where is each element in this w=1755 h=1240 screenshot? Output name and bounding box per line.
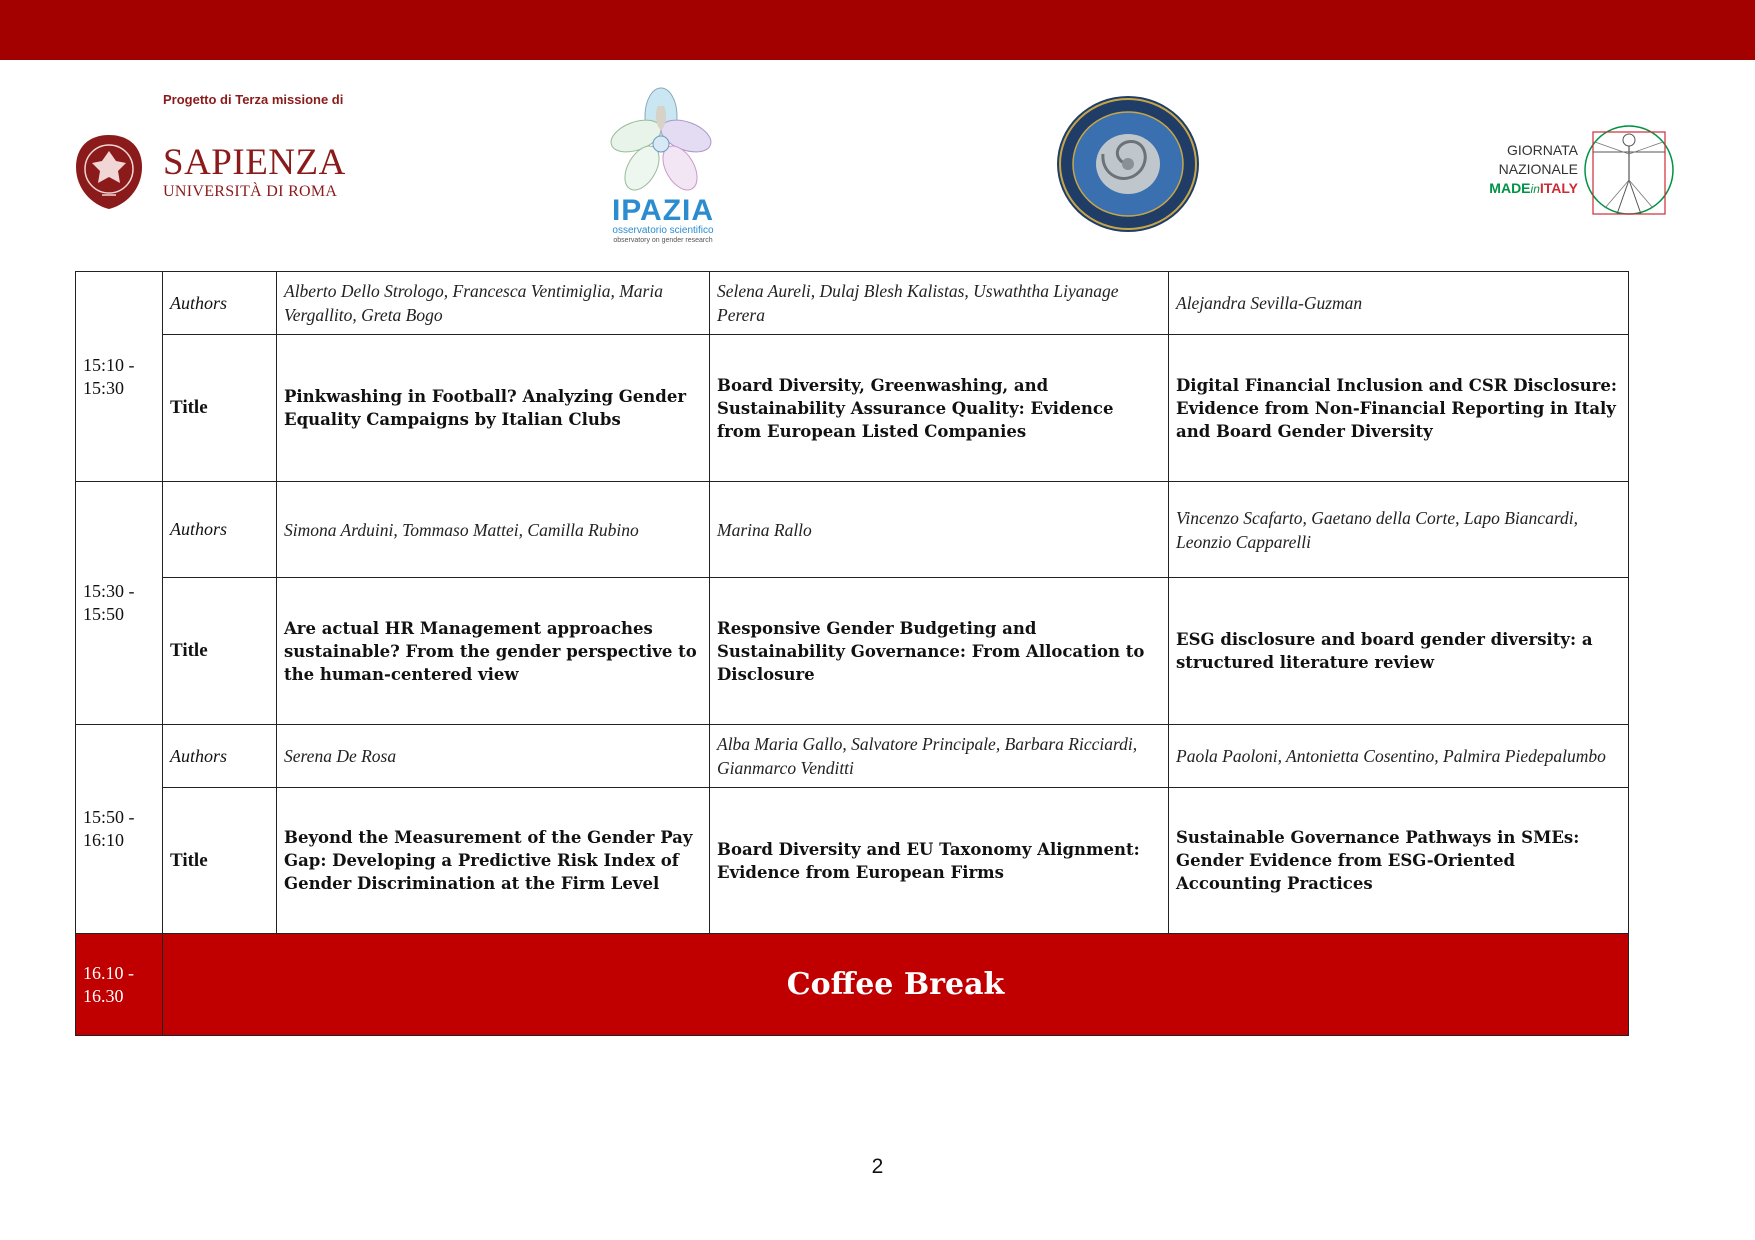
session-3-col-2-title: Board Diversity and EU Taxonomy Alignment: Evidence from European Firms <box>710 788 1169 934</box>
mii-line3 <box>1480 179 1578 199</box>
coffee-break-time: 16.10 - 16.30 <box>76 934 163 1036</box>
session-2-time: 15:30 - 15:50 <box>76 482 163 725</box>
ipazia-subtitle: osservatorio scientifico <box>612 225 714 236</box>
mii-line1: GIORNATA <box>1506 142 1578 158</box>
session-1-col-3-authors: Alejandra Sevilla-Guzman <box>1169 272 1629 335</box>
sapienza-name: SAPIENZA <box>163 142 346 183</box>
title-label: Title <box>163 335 277 482</box>
session-3-col-2-authors: Alba Maria Gallo, Salvatore Principale, Barbara Ricciardi, Gianmarco Venditti <box>710 725 1169 788</box>
session-1-col-1-authors: Alberto Dello Strologo, Francesca Ventimiglia, Maria Vergallito, Greta Bogo <box>277 272 710 335</box>
session-2-col-3-authors: Vincenzo Scafarto, Gaetano della Corte, Lapo Biancardi, Leonzio Capparelli <box>1169 482 1629 578</box>
session-3-col-1-authors: Serena De Rosa <box>277 725 710 788</box>
made-in-italy-text <box>1480 141 1578 199</box>
session-3-time: 15:50 - 16:10 <box>76 725 163 934</box>
authors-label: Authors <box>163 725 277 788</box>
mii-in: in <box>1530 182 1540 196</box>
mii-italy: ITALY <box>1539 180 1578 196</box>
session-2-col-2-title: Responsive Gender Budgeting and Sustainability Governance: From Allocation to Disclosure <box>710 578 1169 725</box>
mii-line2: NAZIONALE <box>1498 161 1578 177</box>
title-label: Title <box>163 578 277 725</box>
session-3-col-3-authors: Paola Paoloni, Antonietta Cosentino, Palmira Piedepalumbo <box>1169 725 1629 788</box>
session-3-col-3-title: Sustainable Governance Pathways in SMEs: Gender Evidence from ESG-Oriented Accounting Practices <box>1169 788 1629 934</box>
vitruvian-man-icon <box>1583 118 1675 218</box>
session-1-col-2-title: Board Diversity, Greenwashing, and Sustainability Assurance Quality: Evidence from European Listed Companies <box>710 335 1169 482</box>
session-1-col-3-title: Digital Financial Inclusion and CSR Disclosure: Evidence from Non-Financial Reporting in Italy and Board Gender Diversity <box>1169 335 1629 482</box>
session-3-authors-row <box>76 725 1629 788</box>
sapienza-prefix: Progetto di Terza missione di <box>163 92 344 107</box>
session-1-col-2-authors: Selena Aureli, Dulaj Blesh Kalistas, Uswaththa Liyanage Perera <box>710 272 1169 335</box>
session-1-col-1-title: Pinkwashing in Football? Analyzing Gender Equality Campaigns by Italian Clubs <box>277 335 710 482</box>
session-2-authors-row <box>76 482 1629 578</box>
authors-label: Authors <box>163 272 277 335</box>
coffee-break-row <box>76 934 1629 1036</box>
ipazia-name: IPAZIA <box>611 194 715 227</box>
sapienza-seal-icon <box>74 133 144 211</box>
authors-label: Authors <box>163 482 277 578</box>
session-2-title-row <box>76 578 1629 725</box>
ipazia-subtitle-en: observatory on gender research <box>613 237 713 244</box>
session-1-authors-row <box>76 272 1629 335</box>
session-1-title-row <box>76 335 1629 482</box>
ipazia-flower-icon <box>606 86 716 198</box>
session-3-col-1-title: Beyond the Measurement of the Gender Pay Gap: Developing a Predictive Risk Index of Gender Discrimination at the Firm Level <box>277 788 710 934</box>
sidrea-seal-icon <box>1055 94 1201 234</box>
coffee-break-label: Coffee Break <box>163 934 1629 1036</box>
session-2-col-3-title: ESG disclosure and board gender diversity: a structured literature review <box>1169 578 1629 725</box>
session-3-title-row <box>76 788 1629 934</box>
session-2-col-1-title: Are actual HR Management approaches sustainable? From the gender perspective to the human-centered view <box>277 578 710 725</box>
mii-made: MADE <box>1489 180 1531 196</box>
page-number: 2 <box>871 1155 884 1178</box>
session-1-time: 15:10 - 15:30 <box>76 272 163 482</box>
schedule-table <box>75 271 1629 1036</box>
top-banner <box>0 0 1755 60</box>
sapienza-subtitle: UNIVERSITÀ DI ROMA <box>163 183 338 200</box>
session-2-col-1-authors: Simona Arduini, Tommaso Mattei, Camilla Rubino <box>277 482 710 578</box>
session-2-col-2-authors: Marina Rallo <box>710 482 1169 578</box>
title-label: Title <box>163 788 277 934</box>
